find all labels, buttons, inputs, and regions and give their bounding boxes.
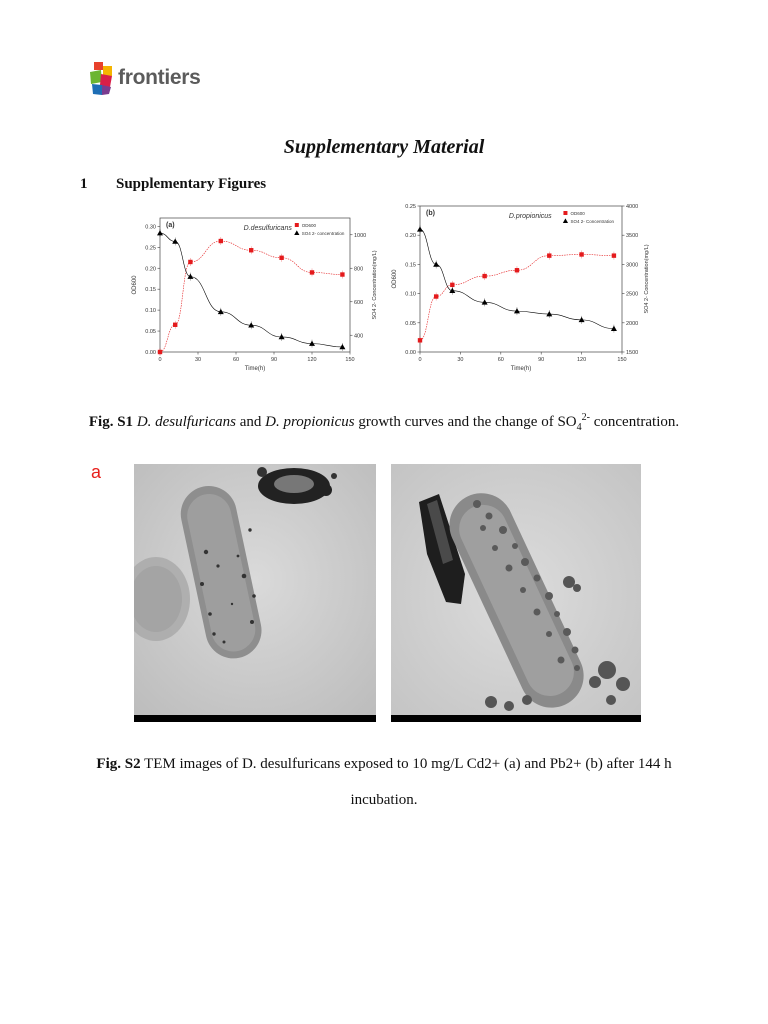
x-axis-label: Time(h)	[510, 366, 532, 372]
legend-marker-square	[563, 211, 567, 215]
figure-s2-caption	[0, 756, 768, 773]
y2-tick-label: 1000	[354, 232, 367, 239]
data-point-so4	[417, 226, 423, 231]
data-point-od600	[249, 248, 253, 252]
y2-tick-label: 1500	[626, 350, 639, 356]
plot-frame	[420, 206, 622, 352]
data-point-so4	[187, 274, 193, 279]
tem-scalebar-b	[391, 715, 641, 722]
tem-image-a	[134, 464, 376, 722]
y2-tick-label: 4000	[626, 204, 639, 210]
data-point-so4	[157, 230, 163, 235]
y-tick-label: 0.05	[145, 329, 156, 336]
figure-s1-caption	[0, 412, 768, 433]
data-point-so4	[433, 261, 439, 266]
data-point-od600	[188, 260, 192, 264]
logo-wordmark: frontiers	[118, 66, 201, 89]
y-tick-label: 0.20	[405, 233, 416, 240]
x-tick-label: 0	[158, 357, 162, 363]
y-tick-label: 0.15	[145, 287, 156, 294]
chart-organism-label: D.desulfuricans	[243, 225, 292, 232]
growth-chart-b	[388, 198, 660, 384]
x-tick-label: 120	[577, 357, 587, 363]
legend-entry: SO4 2- Concentration	[570, 219, 614, 224]
y-tick-label: 0.00	[405, 350, 416, 356]
y-tick-label: 0.25	[405, 204, 416, 210]
chart-panel-label: (a)	[166, 222, 175, 229]
y2-tick-label: 2500	[626, 291, 639, 298]
caption-sub: 4	[576, 422, 582, 433]
tem-scalebar-a	[134, 715, 376, 722]
y2-axis-label: SO4 2- Concentration(mg/L)	[644, 244, 650, 314]
y-tick-label: 0.05	[405, 320, 416, 327]
panel-label-a: a	[91, 462, 102, 482]
y2-tick-label: 3000	[626, 262, 639, 269]
species-1: D. desulfuricans	[136, 414, 236, 430]
figure-s1-label: Fig. S1	[88, 414, 134, 430]
legend-marker-square	[295, 223, 299, 227]
x-axis-label: Time(h)	[244, 366, 266, 372]
y-tick-label: 0.25	[145, 245, 156, 252]
y-axis-label: OD600	[392, 269, 398, 289]
x-tick-label: 150	[345, 357, 355, 363]
y-tick-label: 0.10	[145, 308, 156, 315]
data-point-od600	[515, 268, 519, 272]
x-tick-label: 0	[418, 357, 422, 363]
x-tick-label: 30	[457, 357, 464, 363]
data-point-od600	[279, 256, 283, 260]
x-tick-label: 120	[307, 357, 317, 363]
section-number: 1	[80, 176, 88, 192]
figure-s2-caption-continued: incubation.	[350, 792, 418, 808]
data-point-so4	[546, 311, 552, 316]
frontiers-logo	[88, 60, 218, 100]
y2-tick-label: 3500	[626, 233, 639, 240]
y-tick-label: 0.15	[405, 262, 416, 269]
data-point-od600	[418, 338, 422, 342]
data-point-od600	[173, 323, 177, 327]
data-point-od600	[450, 283, 454, 287]
y-axis-label: OD600	[132, 275, 138, 295]
data-point-od600	[434, 294, 438, 298]
legend-marker-triangle	[563, 218, 568, 223]
data-point-so4	[579, 317, 585, 322]
legend-entry: SO4 2- concentration	[301, 231, 345, 236]
x-tick-label: 60	[497, 357, 504, 363]
section-title: Supplementary Figures	[116, 176, 267, 192]
y-tick-label: 0.00	[145, 350, 156, 356]
legend-marker-triangle	[294, 230, 299, 235]
growth-chart-a	[124, 208, 388, 384]
figure-s2-label: Fig. S2	[96, 756, 141, 772]
species-2: D. propionicus	[265, 414, 355, 430]
y-tick-label: 0.30	[145, 224, 156, 231]
legend-entry: OD600	[301, 223, 317, 228]
y2-tick-label: 800	[354, 266, 364, 273]
series-line	[160, 241, 342, 352]
data-point-od600	[482, 274, 486, 278]
y2-axis-label: SO4 2- Concentration(mg/L)	[372, 250, 378, 320]
x-tick-label: 60	[232, 357, 240, 363]
data-point-od600	[158, 350, 162, 354]
data-point-od600	[310, 270, 314, 274]
data-point-od600	[579, 252, 583, 256]
chart-organism-label: D.propionicus	[508, 213, 552, 220]
x-tick-label: 150	[617, 357, 627, 363]
caption-sup: 2-	[581, 412, 590, 423]
figure-s2-caption-text: TEM images of D. desulfuricans exposed to 10 mg/L Cd2+ (a) and Pb2+ (b) after 144 h	[144, 756, 672, 772]
frontiers-logo-mark	[88, 60, 118, 98]
x-tick-label: 90	[538, 357, 545, 363]
data-point-od600	[547, 253, 551, 257]
data-point-od600	[340, 272, 344, 276]
y-tick-label: 0.10	[405, 291, 416, 298]
x-tick-label: 30	[194, 357, 202, 363]
legend-entry: OD600	[570, 211, 585, 216]
y2-tick-label: 600	[354, 299, 364, 306]
data-point-so4	[339, 344, 345, 349]
y2-tick-label: 400	[354, 333, 364, 340]
x-tick-label: 90	[270, 357, 278, 363]
data-point-od600	[612, 253, 616, 257]
plot-frame	[160, 218, 350, 352]
chart-panel-label: (b)	[426, 210, 435, 217]
y-tick-label: 0.20	[145, 266, 156, 273]
caption-mid: growth curves and the change of SO	[358, 414, 577, 430]
y2-tick-label: 2000	[626, 320, 639, 327]
tem-image-b	[391, 464, 641, 722]
page-title: Supplementary Material	[283, 136, 485, 158]
data-point-od600	[219, 239, 223, 243]
caption-and: and	[239, 414, 262, 430]
caption-end: concentration.	[593, 414, 680, 430]
